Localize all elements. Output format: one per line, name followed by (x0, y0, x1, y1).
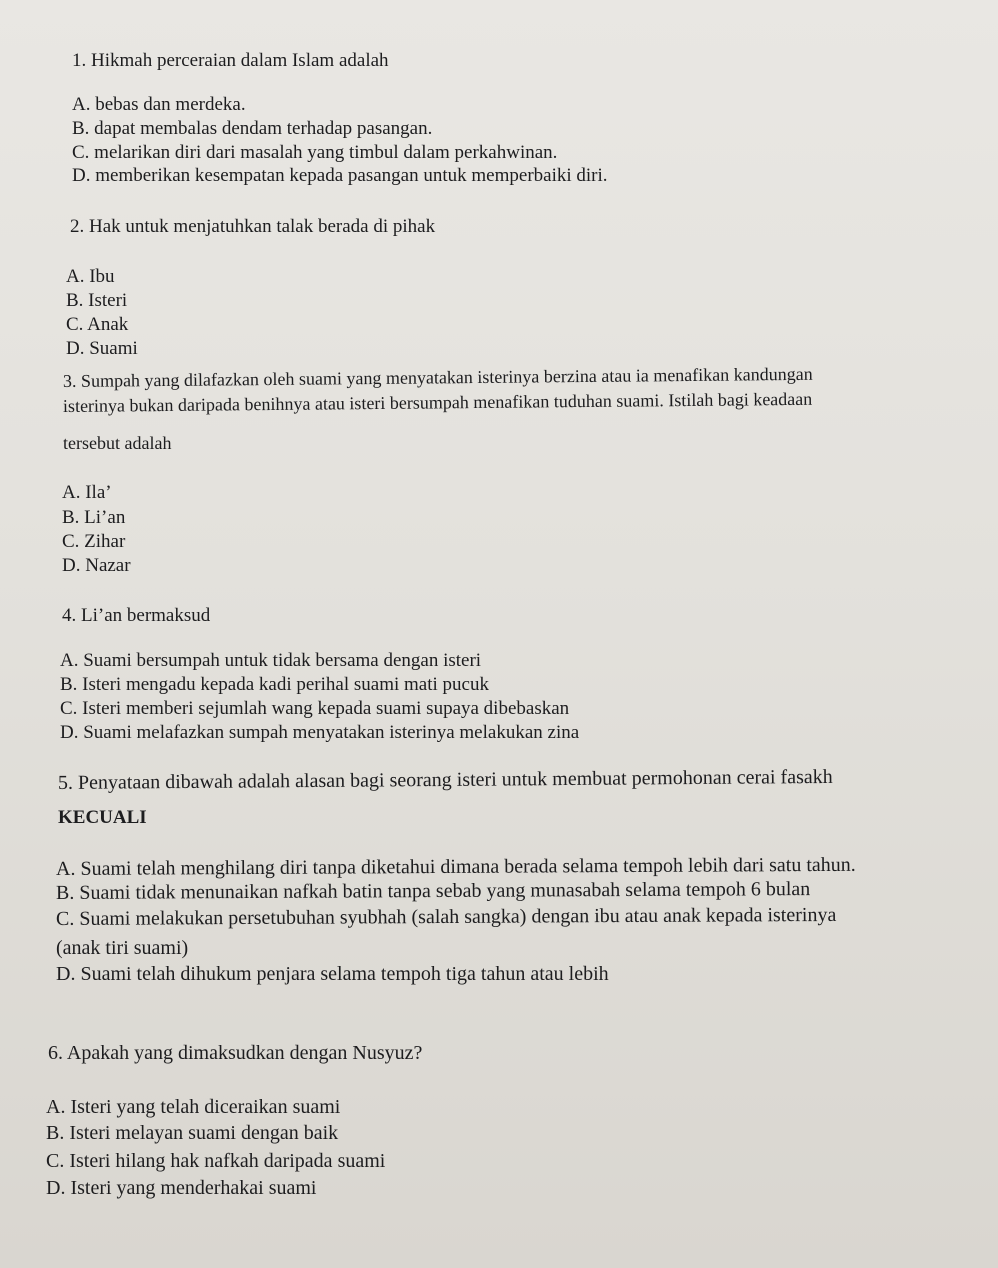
question-3-option-c: C. Zihar (62, 531, 126, 552)
question-2-option-b: B. Isteri (66, 290, 128, 311)
question-6-option-d: D. Isteri yang menderhakai suami (46, 1177, 317, 1199)
question-3-option-d: D. Nazar (62, 555, 131, 576)
question-3-option-b: B. Li’an (62, 507, 126, 528)
question-4-option-d: D. Suami melafazkan sumpah menyatakan isterinya melakukan zina (60, 722, 580, 743)
question-3-stem-line-2: isterinya bukan daripada benihnya atau isteri bersumpah menafikan tuduhan suami. Istilah bagi keadaan (62, 388, 813, 416)
question-5-option-c: C. Suami melakukan persetubuhan syubhah (salah sangka) dengan ibu atau anak kepada isterinya (55, 903, 837, 930)
question-3-stem-line-3: tersebut adalah (63, 433, 172, 453)
question-4-option-b: B. Isteri mengadu kepada kadi perihal suami mati pucuk (60, 674, 489, 695)
question-1-option-b: B. dapat membalas dendam terhadap pasangan. (72, 118, 433, 139)
question-5-option-d: D. Suami telah dihukum penjara selama tempoh tiga tahun atau lebih (56, 963, 609, 985)
question-3-option-a: A. Ila’ (62, 482, 112, 503)
question-5-option-c-continued: (anak tiri suami) (56, 937, 189, 959)
question-3-stem-line-1: 3. Sumpah yang dilafazkan oleh suami yang menyatakan isterinya berzina atau ia menafikan kandungan (62, 363, 813, 391)
question-5-option-a: A. Suami telah menghilang diri tanpa diketahui dimana berada selama tempoh lebih dari satu tahun. (55, 853, 856, 880)
question-6-option-b: B. Isteri melayan suami dengan baik (46, 1122, 339, 1144)
question-2-stem: 2. Hak untuk menjatuhkan talak berada di pihak (70, 216, 436, 237)
question-5-kecuali: KECUALI (58, 807, 147, 828)
question-1-option-d: D. memberikan kesempatan kepada pasangan untuk memperbaiki diri. (72, 165, 608, 186)
question-4-stem: 4. Li’an bermaksud (62, 605, 211, 626)
question-2-option-d: D. Suami (66, 338, 138, 359)
question-1-option-c: C. melarikan diri dari masalah yang timbul dalam perkahwinan. (72, 142, 558, 163)
question-4-option-a: A. Suami bersumpah untuk tidak bersama dengan isteri (60, 650, 482, 671)
question-5-option-b: B. Suami tidak menunaikan nafkah batin tanpa sebab yang munasabah selama tempoh 6 bulan (55, 878, 811, 904)
question-1-option-a: A. bebas dan merdeka. (72, 94, 246, 115)
question-6-option-c: C. Isteri hilang hak nafkah daripada suami (46, 1150, 386, 1172)
question-1-stem: 1. Hikmah perceraian dalam Islam adalah (72, 50, 389, 71)
question-4-option-c: C. Isteri memberi sejumlah wang kepada suami supaya dibebaskan (60, 698, 570, 719)
question-5-stem-line-1: 5. Penyataan dibawah adalah alasan bagi seorang isteri untuk membuat permohonan cerai fasakh (57, 765, 833, 794)
question-2-option-c: C. Anak (66, 314, 129, 335)
question-2-option-a: A. Ibu (66, 266, 115, 287)
question-6-stem: 6. Apakah yang dimaksudkan dengan Nusyuz? (48, 1042, 423, 1064)
question-6-option-a: A. Isteri yang telah diceraikan suami (46, 1096, 341, 1118)
